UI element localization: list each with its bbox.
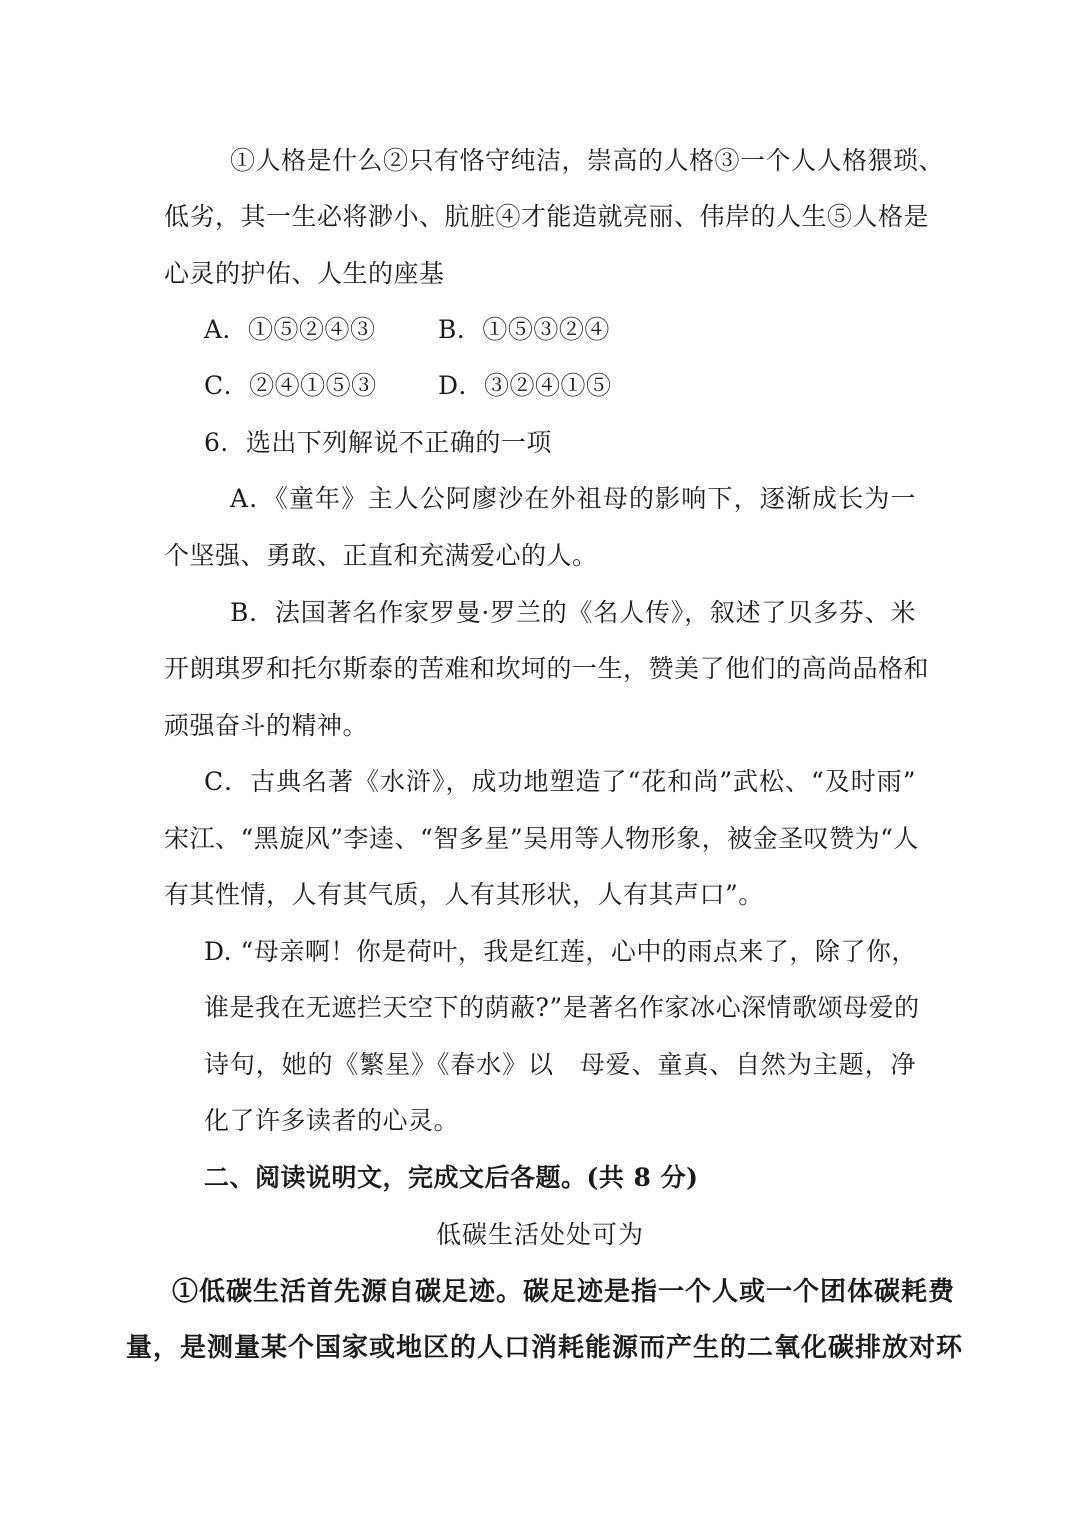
q6-option-d-line-3: 诗句，她的《繁星》《春水》以 母爱、童真、自然为主题，净 <box>204 1050 916 1079</box>
q5-option-c: C．②④①⑤③ <box>204 371 377 400</box>
q6-option-b-line-3: 顽强奋斗的精神。 <box>164 711 369 740</box>
q6-option-b-line-1: B．法国著名作家罗曼·罗兰的《名人传》，叙述了贝多芬、米 <box>230 598 916 627</box>
q5-option-b: B．①⑤③②④ <box>438 315 610 344</box>
q5-sentence-line-1: ①人格是什么②只有恪守纯洁，崇高的人格③一个人人格猥琐、 <box>230 146 945 175</box>
q5-sentence-line-3: 心灵的护佑、人生的座基 <box>164 259 445 288</box>
passage-para-1-line-1: ①低碳生活首先源自碳足迹。碳足迹是指一个人或一个团体碳耗费 <box>172 1277 956 1307</box>
section-2-heading: 二、阅读说明文，完成文后各题。(共 8 分) <box>204 1163 699 1192</box>
q6-stem: 6．选出下列解说不正确的一项 <box>204 428 552 457</box>
q5-sentence-line-2: 低劣，其一生必将渺小、肮脏④才能造就亮丽、伟岸的人生⑤人格是 <box>164 202 930 231</box>
q6-option-d-line-4: 化了许多读者的心灵。 <box>204 1106 460 1135</box>
q6-option-b-line-2: 开朗琪罗和托尔斯泰的苦难和坎坷的一生，赞美了他们的高尚品格和 <box>164 654 930 683</box>
q6-option-c-line-1: C．古典名著《水浒》，成功地塑造了“花和尚”武松、“及时雨” <box>204 767 916 796</box>
q6-option-d-line-1: D. “母亲啊！你是荷叶，我是红莲，心中的雨点来了，除了你， <box>204 937 917 966</box>
passage-title: 低碳生活处处可为 <box>435 1220 644 1249</box>
q6-option-a-line-2: 个坚强、勇敢、正直和充满爱心的人。 <box>164 541 598 570</box>
q5-option-a: A．①⑤②④③ <box>204 315 376 344</box>
q6-option-d-line-2: 谁是我在无遮拦天空下的荫蔽?”是著名作家冰心深情歌颂母爱的 <box>204 993 920 1022</box>
q6-option-c-line-2: 宋江、“黑旋风”李逵、“智多星”吴用等人物形象，被金圣叹赞为“人 <box>164 824 919 853</box>
q6-option-c-line-3: 有其性情，人有其气质，人有其形状，人有其声口”。 <box>164 880 764 909</box>
passage-para-1-line-2: 量，是测量某个国家或地区的人口消耗能源而产生的二氧化碳排放对环 <box>126 1333 964 1363</box>
q5-option-d: D．③②④①⑤ <box>438 371 612 400</box>
q6-option-a-line-1: A．《童年》主人公阿廖沙在外祖母的影响下，逐渐成长为一 <box>230 484 916 513</box>
